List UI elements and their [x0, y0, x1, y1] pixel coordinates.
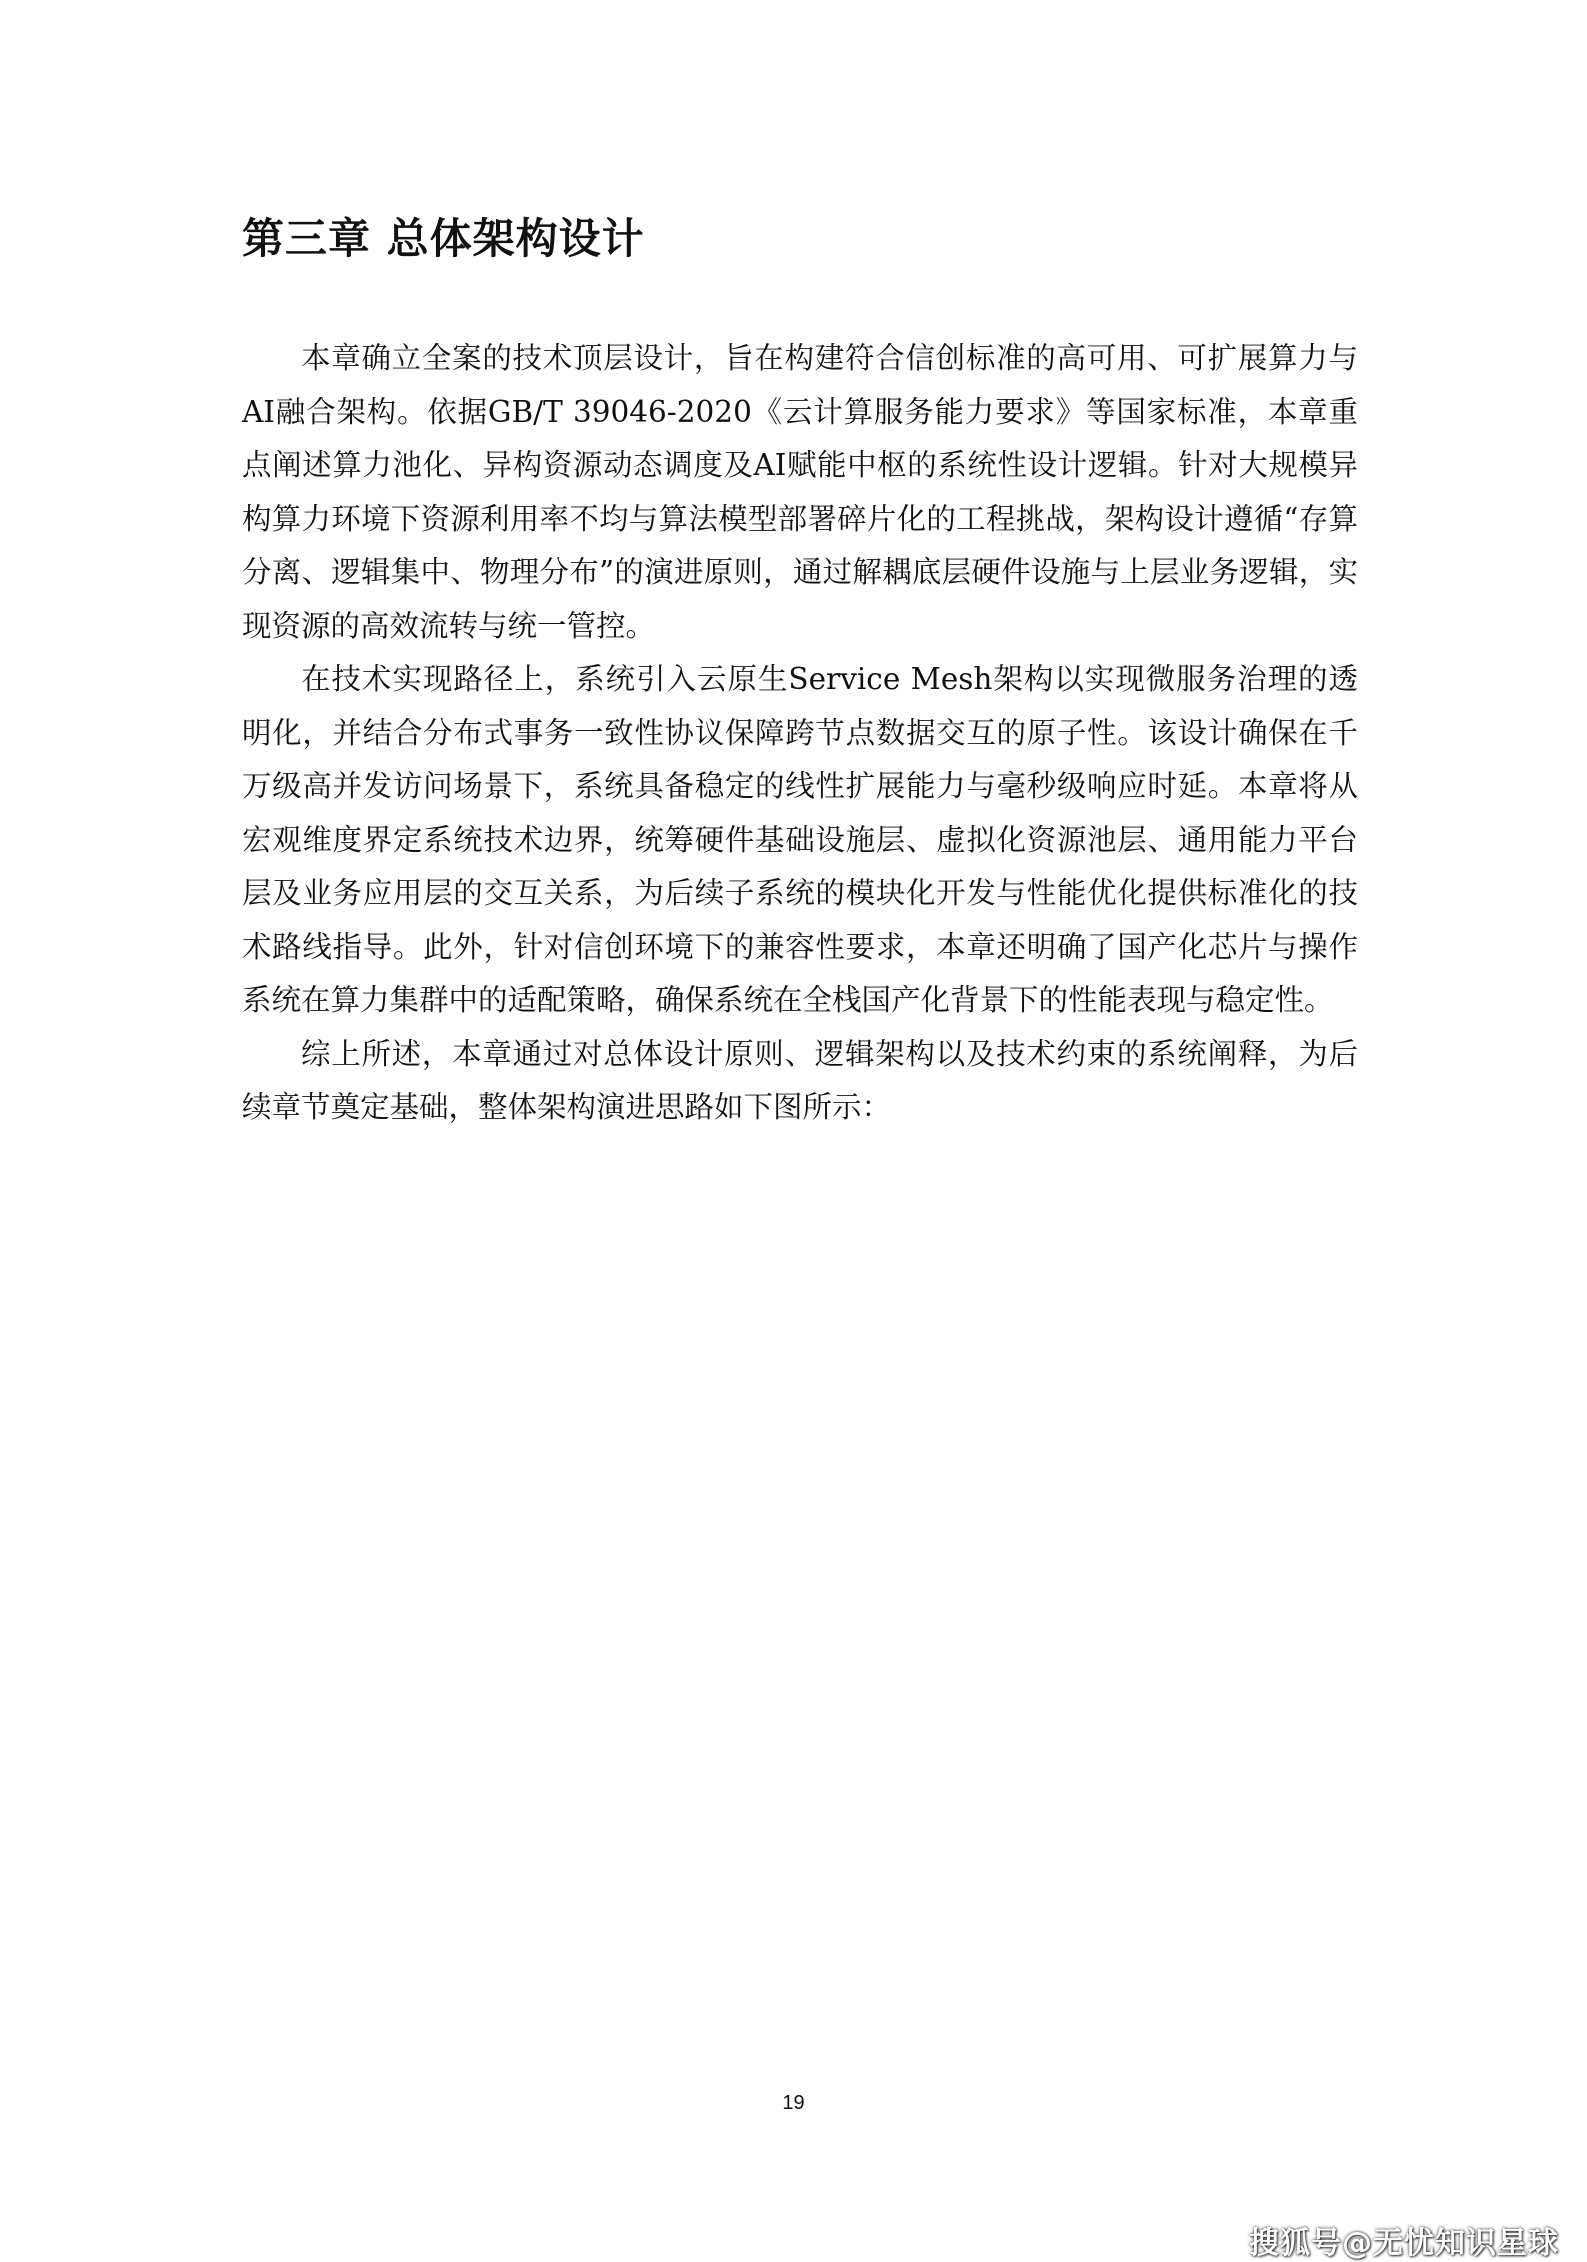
watermark: 搜狐号@无忧知识星球 — [1249, 2226, 1559, 2261]
body-text — [242, 332, 1358, 1135]
paragraph-1: 本章确立全案的技术顶层设计，旨在构建符合信创标准的高可用、可扩展算力与AI融合架构。依据GB/T 39046-2020《云计算服务能力要求》等国家标准，本章重点阐述算力池化、异构资源动态调度及AI赋能中枢的系统性设计逻辑。针对大规模异构算力环境下资源利用率不均与算法模型部署碎片化的工程挑战，架构设计遵循“存算分离、逻辑集中、物理分布”的演进原则，通过解耦底层硬件设施与上层业务逻辑，实现资源的高效流转与统一管控。 — [242, 341, 1358, 643]
page-number: 19 — [782, 2092, 805, 2114]
chapter-title: 第三章 总体架构设计 — [242, 214, 645, 263]
paragraph-3: 综上所述，本章通过对总体设计原则、逻辑架构以及技术约束的系统阐释，为后续章节奠定基础，整体架构演进思路如下图所示： — [242, 1036, 1358, 1124]
paragraph-2: 在技术实现路径上，系统引入云原生Service Mesh架构以实现微服务治理的透明化，并结合分布式事务一致性协议保障跨节点数据交互的原子性。该设计确保在千万级高并发访问场景下，系统具备稳定的线性扩展能力与毫秒级响应时延。本章将从宏观维度界定系统技术边界，统筹硬件基础设施层、虚拟化资源池层、通用能力平台层及业务应用层的交互关系，为后续子系统的模块化开发与性能优化提供标准化的技术路线指导。此外，针对信创环境下的兼容性要求，本章还明确了国产化芯片与操作系统在算力集群中的适配策略，确保系统在全栈国产化背景下的性能表现与稳定性。 — [242, 662, 1358, 1017]
